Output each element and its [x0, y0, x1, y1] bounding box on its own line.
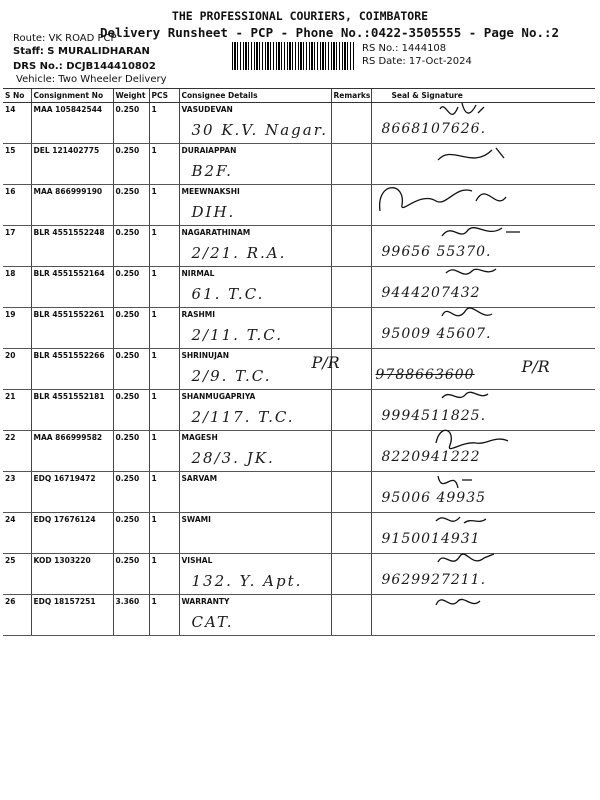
row-weight: 0.250 — [113, 185, 149, 226]
col-sno: S No — [3, 89, 31, 103]
consignee-name: SHRINUJAN — [181, 351, 229, 360]
seal-pr-mark: P/R — [521, 357, 550, 376]
handwritten-phone: 9444207432 — [381, 285, 481, 301]
table-row — [3, 431, 595, 472]
row-seal-signature — [371, 595, 595, 636]
row-consignment-no: BLR 4551552261 — [31, 308, 113, 349]
row-consignment-no: EDQ 16719472 — [31, 472, 113, 513]
row-weight: 0.250 — [113, 308, 149, 349]
handwritten-phone: 9994511825. — [381, 408, 487, 424]
handwritten-phone: 99656 55370. — [381, 244, 492, 260]
row-pcs: 1 — [149, 390, 179, 431]
handwritten-remark: P/R — [311, 353, 340, 372]
row-seal-signature — [371, 472, 595, 513]
row-sno: 17 — [3, 226, 31, 267]
row-pcs: 1 — [149, 472, 179, 513]
row-consignee — [179, 554, 331, 595]
row-sno: 21 — [3, 390, 31, 431]
col-seal-signature: Seal & Signature — [371, 89, 595, 103]
row-seal-signature — [371, 103, 595, 144]
table-row — [3, 595, 595, 636]
row-weight: 0.250 — [113, 103, 149, 144]
row-weight: 0.250 — [113, 513, 149, 554]
consignee-name: SWAMI — [181, 515, 211, 524]
row-sno: 22 — [3, 431, 31, 472]
consignee-name: SHANMUGAPRIYA — [181, 392, 256, 401]
row-consignee — [179, 595, 331, 636]
handwritten-phone: 8220941222 — [381, 449, 481, 465]
row-consignment-no: EDQ 18157251 — [31, 595, 113, 636]
row-sno: 16 — [3, 185, 31, 226]
row-sno: 23 — [3, 472, 31, 513]
consignee-name: DURAIAPPAN — [181, 146, 237, 155]
row-pcs: 1 — [149, 226, 179, 267]
row-weight: 0.250 — [113, 472, 149, 513]
row-consignment-no: EDQ 17676124 — [31, 513, 113, 554]
row-remarks — [331, 390, 371, 431]
row-consignment-no: MAA 866999582 — [31, 431, 113, 472]
row-consignment-no: DEL 121402775 — [31, 144, 113, 185]
row-remarks — [331, 144, 371, 185]
row-pcs: 1 — [149, 595, 179, 636]
row-consignee — [179, 390, 331, 431]
consignee-name: NAGARATHINAM — [181, 228, 251, 237]
handwritten-address: 2/11. T.C. — [191, 326, 283, 344]
consignee-name: SARVAM — [181, 474, 218, 483]
col-remarks: Remarks — [331, 89, 371, 103]
row-sno: 25 — [3, 554, 31, 595]
col-consignee: Consignee Details — [179, 89, 331, 103]
row-seal-signature — [371, 554, 595, 595]
row-pcs: 1 — [149, 267, 179, 308]
row-consignment-no: BLR 4551552181 — [31, 390, 113, 431]
row-pcs: 1 — [149, 308, 179, 349]
row-sno: 20 — [3, 349, 31, 390]
row-sno: 26 — [3, 595, 31, 636]
row-seal-signature — [371, 185, 595, 226]
row-consignment-no: BLR 4551552164 — [31, 267, 113, 308]
col-consignment: Consignment No — [31, 89, 113, 103]
row-consignee — [179, 513, 331, 554]
row-remarks — [331, 226, 371, 267]
consignee-name: NIRMAL — [181, 269, 215, 278]
row-weight: 0.250 — [113, 267, 149, 308]
row-sno: 15 — [3, 144, 31, 185]
row-remarks — [331, 472, 371, 513]
row-consignment-no: MAA 105842544 — [31, 103, 113, 144]
consignee-name: MEEWNAKSHI — [181, 187, 240, 196]
row-consignment-no: MAA 866999190 — [31, 185, 113, 226]
row-sno: 14 — [3, 103, 31, 144]
row-pcs: 1 — [149, 144, 179, 185]
handwritten-address: 2/21. R.A. — [191, 244, 287, 262]
handwritten-phone: 9629927211. — [381, 572, 487, 588]
row-remarks — [331, 308, 371, 349]
handwritten-address: B2F. — [191, 162, 233, 180]
consignee-name: VISHAL — [181, 556, 213, 565]
row-remarks — [331, 513, 371, 554]
row-pcs: 1 — [149, 431, 179, 472]
consignee-name: VASUDEVAN — [181, 105, 233, 114]
signature-scribble — [376, 181, 516, 217]
row-consignee — [179, 144, 331, 185]
consignee-name: WARRANTY — [181, 597, 230, 606]
handwritten-phone: 9150014931 — [381, 531, 481, 547]
handwritten-address: CAT. — [191, 613, 234, 631]
table-row — [3, 513, 595, 554]
consignee-name: MAGESH — [181, 433, 218, 442]
table-row — [3, 185, 595, 226]
handwritten-address: 2/117. T.C. — [191, 408, 295, 426]
row-weight: 0.250 — [113, 226, 149, 267]
handwritten-address: DIH. — [191, 203, 236, 221]
row-consignee — [179, 103, 331, 144]
staff-label: Staff: S MURALIDHARAN — [13, 46, 150, 57]
col-weight: Weight — [113, 89, 149, 103]
row-remarks — [331, 431, 371, 472]
row-sno: 18 — [3, 267, 31, 308]
row-consignment-no: BLR 4551552248 — [31, 226, 113, 267]
row-remarks — [331, 185, 371, 226]
handwritten-address: 61. T.C. — [191, 285, 265, 303]
table-row — [3, 226, 595, 267]
drs-label: DRS No.: DCJB144410802 — [13, 61, 156, 72]
row-weight: 0.250 — [113, 390, 149, 431]
row-consignment-no: KOD 1303220 — [31, 554, 113, 595]
row-pcs: 1 — [149, 513, 179, 554]
company-title: THE PROFESSIONAL COURIERS, COIMBATORE — [171, 9, 429, 23]
row-consignee — [179, 308, 331, 349]
row-consignee — [179, 431, 331, 472]
row-seal-signature — [371, 226, 595, 267]
row-seal-signature — [371, 144, 595, 185]
route-label: Route: VK ROAD PCP — [13, 33, 117, 44]
row-seal-signature — [371, 431, 595, 472]
table-row — [3, 267, 595, 308]
table-row — [3, 554, 595, 595]
table-row — [3, 349, 595, 390]
table-row — [3, 103, 595, 144]
row-weight: 0.250 — [113, 431, 149, 472]
runsheet-title: Delivery Runsheet - PCP - Phone No.:0422-3505555 - Page No.:2 — [100, 25, 560, 40]
row-consignee — [179, 267, 331, 308]
table-row — [3, 472, 595, 513]
row-sno: 24 — [3, 513, 31, 554]
rs-date: RS Date: 17-Oct-2024 — [362, 56, 472, 67]
vehicle-label: Vehicle: Two Wheeler Delivery — [16, 74, 167, 85]
row-seal-signature — [371, 308, 595, 349]
handwritten-phone: 8668107626. — [381, 121, 487, 137]
row-weight: 0.250 — [113, 144, 149, 185]
row-consignment-no: BLR 4551552266 — [31, 349, 113, 390]
handwritten-phone: 95006 49935 — [381, 490, 487, 506]
row-sno: 19 — [3, 308, 31, 349]
row-seal-signature — [371, 513, 595, 554]
row-remarks — [331, 554, 371, 595]
row-pcs: 1 — [149, 554, 179, 595]
row-remarks — [331, 103, 371, 144]
table-row — [3, 144, 595, 185]
row-weight: 3.360 — [113, 595, 149, 636]
row-consignee — [179, 185, 331, 226]
row-seal-signature — [371, 349, 595, 390]
row-weight: 0.250 — [113, 554, 149, 595]
row-seal-signature — [371, 267, 595, 308]
barcode — [232, 42, 354, 70]
consignee-name: RASHMI — [181, 310, 216, 319]
row-remarks — [331, 267, 371, 308]
row-seal-signature — [371, 390, 595, 431]
row-pcs: 1 — [149, 349, 179, 390]
row-weight: 0.250 — [113, 349, 149, 390]
row-consignee — [179, 226, 331, 267]
handwritten-address: 30 K.V. Nagar. — [191, 121, 328, 139]
handwritten-phone: 95009 45607. — [381, 326, 492, 342]
struck-out-number: 9788663600 — [375, 367, 475, 383]
col-pcs: PCS — [149, 89, 179, 103]
handwritten-address: 132. Y. Apt. — [191, 572, 303, 590]
table-row — [3, 308, 595, 349]
row-consignee — [179, 349, 331, 390]
signature-scribble — [432, 591, 572, 627]
row-pcs: 1 — [149, 103, 179, 144]
row-remarks — [311, 349, 371, 390]
handwritten-address: 28/3. JK. — [191, 449, 275, 467]
row-remarks — [331, 595, 371, 636]
runsheet-table — [3, 88, 595, 636]
rs-number: RS No.: 1444108 — [362, 43, 447, 54]
handwritten-address: 2/9. T.C. — [191, 367, 272, 385]
row-consignee — [179, 472, 331, 513]
signature-scribble — [432, 140, 572, 176]
row-pcs: 1 — [149, 185, 179, 226]
table-row — [3, 390, 595, 431]
